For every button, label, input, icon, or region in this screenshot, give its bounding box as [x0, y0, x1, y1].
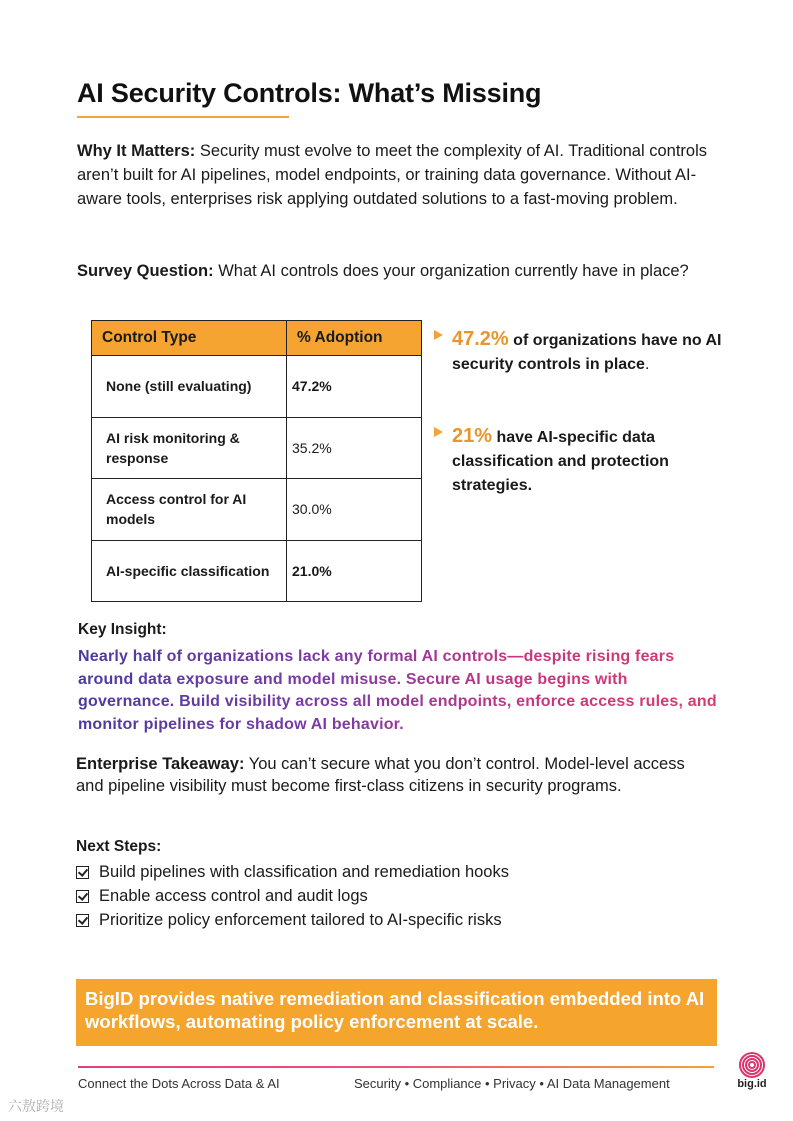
watermark: 六敖跨境: [8, 1098, 64, 1114]
checkbox-checked-icon: [76, 866, 89, 879]
why-it-matters-paragraph: [77, 139, 727, 211]
adoption-table: [91, 320, 422, 602]
title-underline: [77, 116, 289, 118]
stat-callout-classification: [434, 424, 734, 498]
stat-period: .: [644, 356, 650, 373]
checkbox-checked-icon: [76, 890, 89, 903]
table-row: [92, 417, 422, 479]
logo-wordmark: big.id: [737, 1078, 767, 1090]
adoption-cell: 47.2%: [287, 356, 422, 418]
triangle-bullet-icon: [434, 427, 443, 437]
bigid-logo: [734, 1052, 770, 1090]
enterprise-takeaway-paragraph: [76, 753, 716, 797]
stat-value: 21%: [452, 425, 493, 447]
survey-question-text: What AI controls does your organization currently have in place?: [213, 262, 689, 280]
stat-callout-no-controls: [434, 327, 734, 377]
bigid-banner: [76, 979, 717, 1046]
list-item: [76, 908, 509, 932]
survey-question-label: Survey Question:: [77, 262, 214, 280]
adoption-cell: 21.0%: [287, 540, 422, 602]
control-type-cell: AI risk monitoring & response: [92, 417, 287, 479]
adoption-cell: 30.0%: [287, 479, 422, 541]
next-step-text: Prioritize policy enforcement tailored to AI-specific risks: [99, 910, 502, 929]
enterprise-takeaway-text: You can’t secure what you don’t control. Model-level access and pipeline visibility must become first-class citizens in security programs.: [76, 755, 685, 795]
survey-question-paragraph: [77, 259, 727, 283]
column-header-control-type: Control Type: [92, 321, 287, 356]
footer-divider: [78, 1066, 714, 1068]
table-row: [92, 540, 422, 602]
fingerprint-icon: [737, 1052, 767, 1078]
footer-categories: Security • Compliance • Privacy • AI Data Management: [354, 1076, 670, 1091]
enterprise-takeaway-label: Enterprise Takeaway:: [76, 755, 245, 773]
why-it-matters-text: Security must evolve to meet the complexity of AI. Traditional controls aren’t built for AI pipelines, model endpoints, or training data governance. Without AI-aware tools, enterprises risk applying outdated solutions to a fast-moving problem.: [77, 142, 707, 208]
page-title: AI Security Controls: What’s Missing: [77, 78, 542, 108]
footer-tagline: Connect the Dots Across Data & AI: [78, 1076, 280, 1091]
stat-value: 47.2%: [452, 328, 509, 350]
key-insight-label: Key Insight:: [78, 621, 167, 638]
table-header-row: [92, 321, 422, 356]
stat-text: of organizations have no AI security controls in place: [452, 332, 722, 373]
banner-text: BigID provides native remediation and classification embedded into AI workflows, automating policy enforcement at scale.: [85, 988, 705, 1032]
triangle-bullet-icon: [434, 330, 443, 340]
key-insight-text: Nearly half of organizations lack any formal AI controls—despite rising fears around data exposure and model misuse. Secure AI usage begins with governance. Build visibility across all model endpoints, enforce access rules, and monitor pipelines for shadow AI behavior.: [78, 646, 718, 736]
control-type-cell: None (still evaluating): [92, 356, 287, 418]
stat-text: have AI-specific data classification and protection strategies.: [452, 429, 669, 494]
next-step-text: Enable access control and audit logs: [99, 886, 368, 905]
column-header-adoption: % Adoption: [287, 321, 422, 356]
adoption-cell: 35.2%: [287, 417, 422, 479]
control-type-cell: AI-specific classification: [92, 540, 287, 602]
next-steps-list: [76, 860, 509, 932]
table-row: [92, 479, 422, 541]
next-steps-label: Next Steps:: [76, 838, 162, 855]
checkbox-checked-icon: [76, 914, 89, 927]
list-item: [76, 860, 509, 884]
control-type-cell: Access control for AI models: [92, 479, 287, 541]
why-it-matters-label: Why It Matters:: [77, 142, 196, 160]
list-item: [76, 884, 509, 908]
next-step-text: Build pipelines with classification and remediation hooks: [99, 862, 509, 881]
table-row: [92, 356, 422, 418]
